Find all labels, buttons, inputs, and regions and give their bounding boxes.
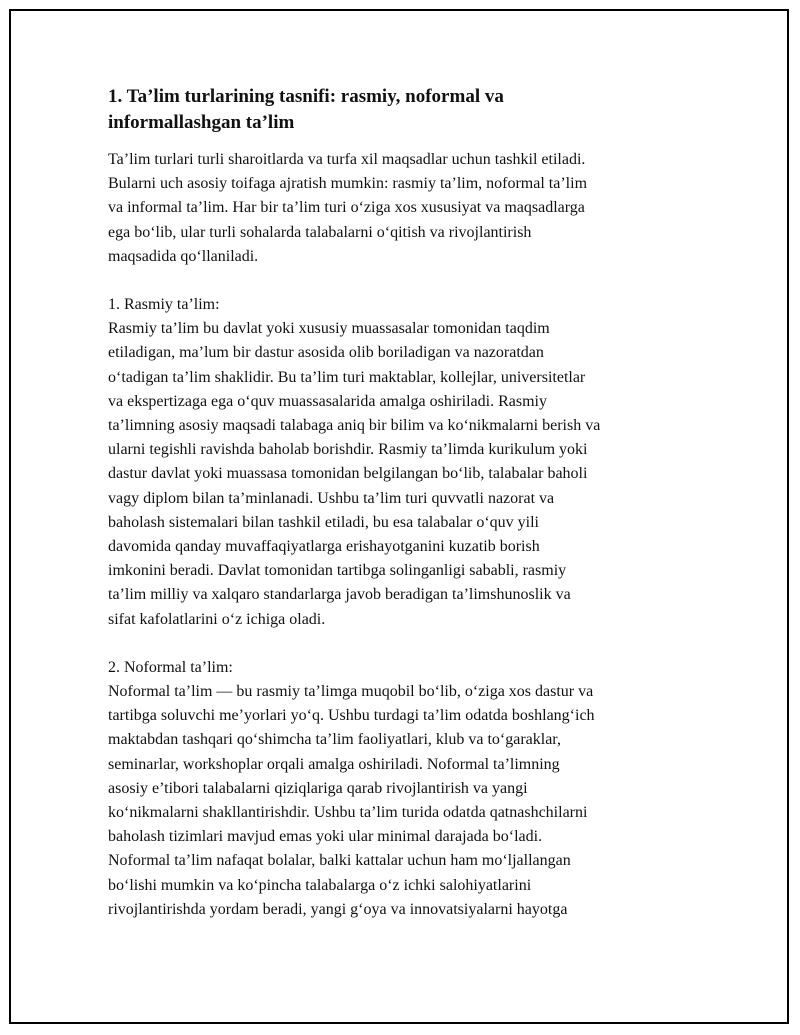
section-noformal	[108, 656, 683, 922]
text-line: Noformal ta’lim nafaqat bolalar, balki kattalar uchun ham mo‘ljallangan	[108, 852, 571, 870]
document-title	[108, 84, 683, 136]
paragraph-gap	[108, 632, 683, 656]
text-line: Rasmiy ta’lim bu davlat yoki xususiy muassasalar tomonidan taqdim	[108, 320, 550, 338]
text-line: o‘tadigan ta’lim shaklidir. Bu ta’lim turi maktablar, kollejlar, universitetlar	[108, 368, 586, 386]
section-heading: 1. Rasmiy ta’lim:	[108, 296, 220, 314]
text-line: maqsadida qo‘llaniladi.	[108, 247, 259, 265]
text-line: seminarlar, workshoplar orqali amalga oshiriladi. Noformal ta’limning	[108, 755, 560, 773]
text-line: ega bo‘lib, ular turli sohalarda talabalarni o‘qitish va rivojlantirish	[108, 223, 532, 241]
text-line: ko‘nikmalarni shakllantirishdir. Ushbu ta’lim turida odatda qatnashchilarni	[108, 804, 588, 822]
document-body	[108, 84, 683, 922]
text-line: vagy diplom bilan ta’minlanadi. Ushbu ta’lim turi quvvatli nazorat va	[108, 489, 555, 507]
title-line: informallashgan ta’lim	[108, 112, 295, 133]
paragraph-gap	[108, 269, 683, 293]
text-line: va ekspertizaga ega o‘quv muassasalarida amalga oshiriladi. Rasmiy	[108, 392, 547, 410]
text-line: davomida qanday muvaffaqiyatlarga erishayotganini kuzatib borish	[108, 538, 540, 556]
text-line: va informal ta’lim. Har bir ta’lim turi o‘ziga xos xususiyat va maqsadlarga	[108, 199, 585, 217]
text-line: dastur davlat yoki muassasa tomonidan belgilangan bo‘lib, talabalar baholi	[108, 465, 588, 483]
text-line: baholash tizimlari mavjud emas yoki ular minimal darajada bo‘ladi.	[108, 828, 543, 846]
text-line: Noformal ta’lim — bu rasmiy ta’limga muqobil bo‘lib, o‘ziga xos dastur va	[108, 683, 594, 701]
text-line: bo‘lishi mumkin va ko‘pincha talabalarga o‘z ichki salohiyatlarini	[108, 876, 532, 894]
text-line: baholash sistemalari bilan tashkil etiladi, bu esa talabalar o‘quv yili	[108, 513, 539, 531]
text-line: ta’lim milliy va xalqaro standarlarga javob beradigan ta’limshunoslik va	[108, 586, 571, 604]
text-line: maktabdan tashqari qo‘shimcha ta’lim faoliyatlari, klub va to‘garaklar,	[108, 731, 561, 749]
text-line: rivojlantirishda yordam beradi, yangi g‘oya va innovatsiyalarni hayotga	[108, 900, 568, 918]
section-heading: 2. Noformal ta’lim:	[108, 658, 233, 676]
text-line: ta’limning asosiy maqsadi talabaga aniq bir bilim va ko‘nikmalarni berish va	[108, 417, 601, 435]
text-line: Bularni uch asosiy toifaga ajratish mumkin: rasmiy ta’lim, noformal ta’lim	[108, 175, 588, 193]
text-line: ularni tegishli ravishda baholab borishdir. Rasmiy ta’limda kurikulum yoki	[108, 441, 588, 459]
section-rasmiy	[108, 293, 683, 632]
text-line: Ta’lim turlari turli sharoitlarda va turfa xil maqsadlar uchun tashkil etiladi.	[108, 151, 586, 168]
title-line: 1. Ta’lim turlarining tasnifi: rasmiy, noformal va	[108, 86, 504, 107]
intro-paragraph	[108, 148, 683, 269]
text-line: etiladigan, ma’lum bir dastur asosida olib boriladigan va nazoratdan	[108, 344, 544, 362]
text-line: sifat kafolatlarini o‘z ichiga oladi.	[108, 610, 326, 628]
text-line: tartibga soluvchi me’yorlari yo‘q. Ushbu turdagi ta’lim odatda boshlang‘ich	[108, 707, 595, 725]
text-line: asosiy e’tibori talabalarni qiziqlariga qarab rivojlantirish va yangi	[108, 779, 528, 797]
text-line: imkonini beradi. Davlat tomonidan tartibga solinganligi sababli, rasmiy	[108, 562, 567, 580]
